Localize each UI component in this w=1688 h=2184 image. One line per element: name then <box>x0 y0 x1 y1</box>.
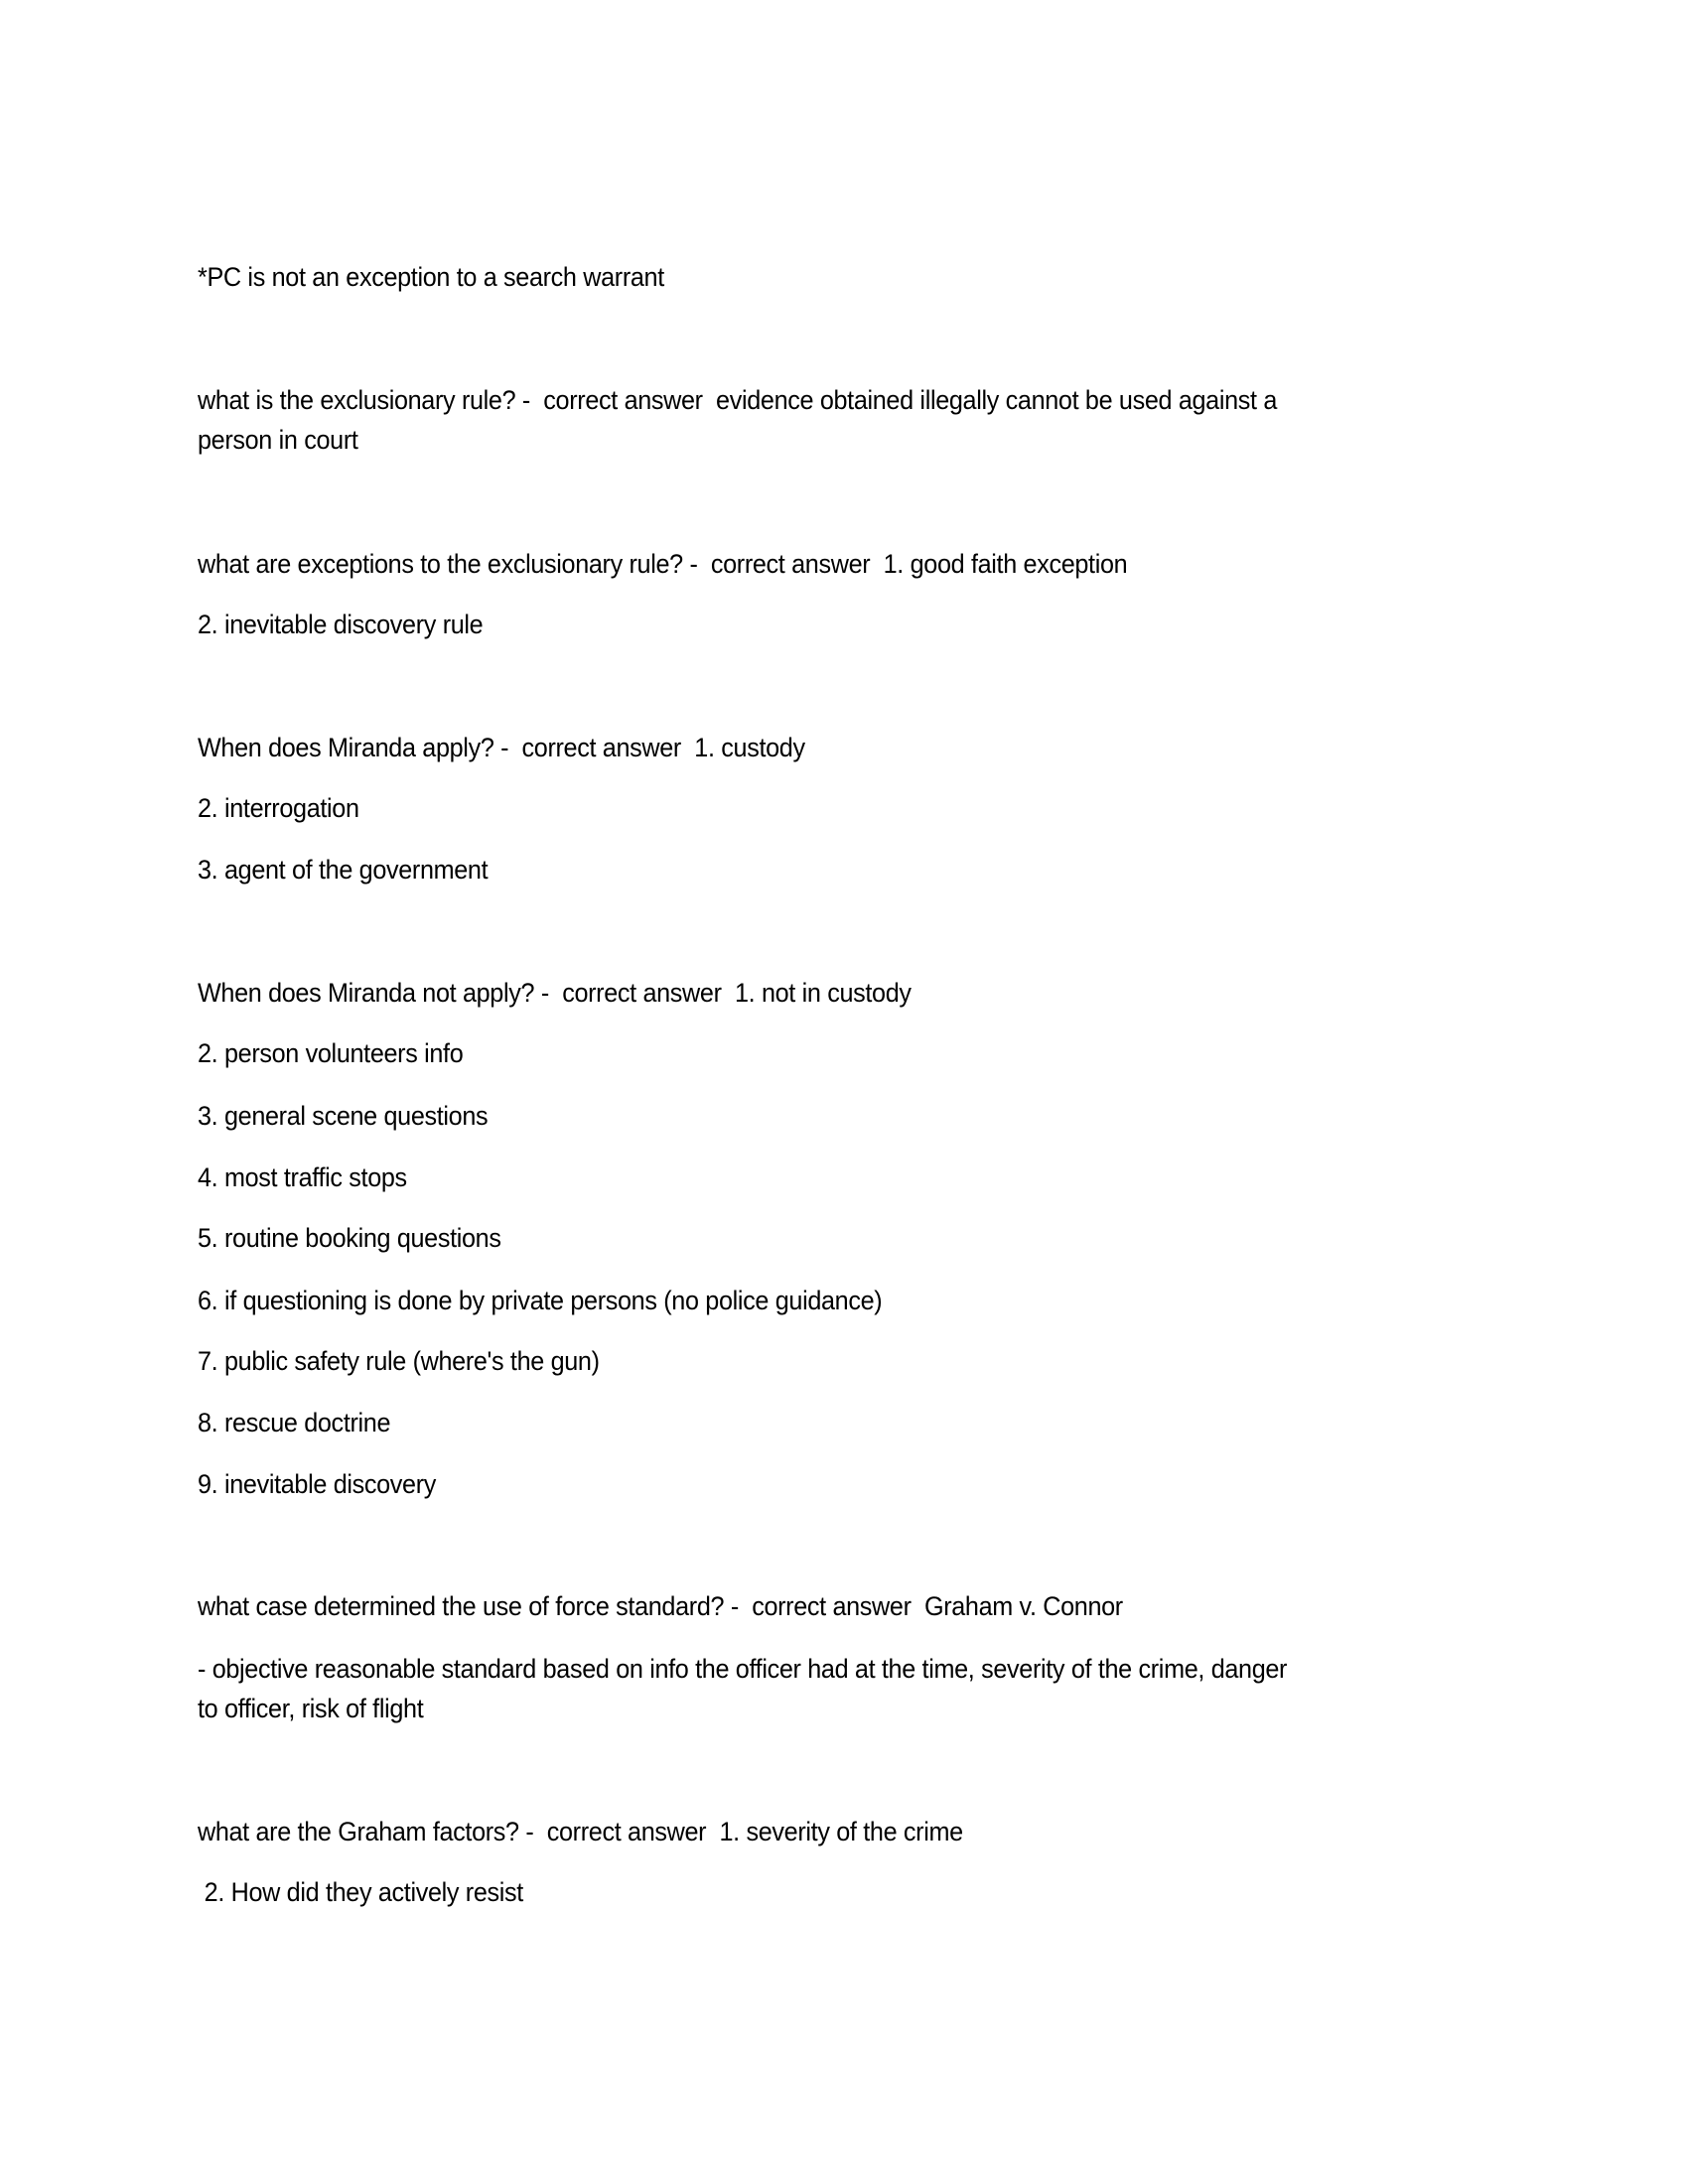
question-exclusionary-rule: what is the exclusionary rule? - correct answer evidence obtained illegally cannot be used against a <box>198 385 1278 415</box>
answer-item: 2. interrogation <box>198 793 359 823</box>
answer-item: 2. How did they actively resist <box>198 1877 523 1907</box>
answer-item: 9. inevitable discovery <box>198 1469 437 1499</box>
answer-detail: - objective reasonable standard based on info the officer had at the time, severity of the crime, danger <box>198 1654 1288 1684</box>
question-graham-factors: what are the Graham factors? - correct answer 1. severity of the crime <box>198 1817 963 1846</box>
answer-item: 6. if questioning is done by private persons (no police guidance) <box>198 1286 883 1315</box>
answer-item: 2. inevitable discovery rule <box>198 610 484 639</box>
answer-item: 3. general scene questions <box>198 1101 489 1131</box>
question-exclusionary-exceptions: what are exceptions to the exclusionary rule? - correct answer 1. good faith exception <box>198 549 1128 579</box>
answer-exclusionary-rule-cont: person in court <box>198 425 358 455</box>
answer-item: 2. person volunteers info <box>198 1038 464 1068</box>
answer-item: 4. most traffic stops <box>198 1162 407 1192</box>
answer-item: 3. agent of the government <box>198 855 489 885</box>
question-use-of-force-case: what case determined the use of force standard? - correct answer Graham v. Connor <box>198 1591 1123 1621</box>
note-pc-not-exception: *PC is not an exception to a search warrant <box>198 262 664 292</box>
question-miranda-apply: When does Miranda apply? - correct answer 1. custody <box>198 733 805 762</box>
answer-detail-cont: to officer, risk of flight <box>198 1694 424 1723</box>
answer-item: 8. rescue doctrine <box>198 1408 391 1437</box>
answer-item: 5. routine booking questions <box>198 1223 501 1253</box>
question-miranda-not-apply: When does Miranda not apply? - correct answer 1. not in custody <box>198 978 912 1008</box>
answer-item: 7. public safety rule (where's the gun) <box>198 1346 600 1376</box>
